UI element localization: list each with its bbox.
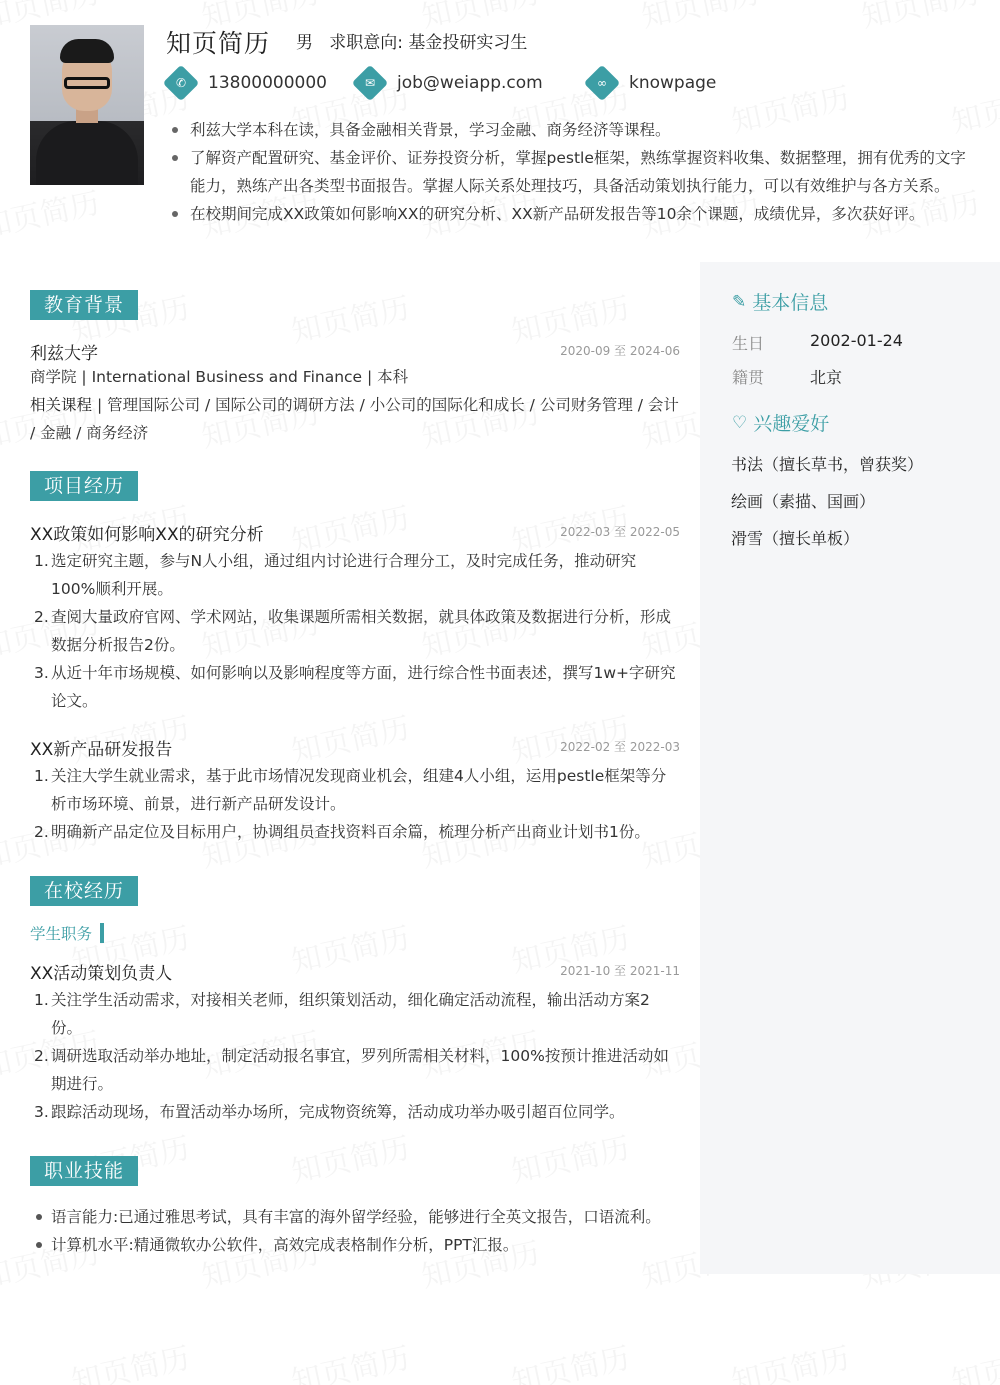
list-item: 1. 关注学生活动需求，对接相关老师，组织策划活动，细化确定活动流程，输出活动方案2份。 (34, 991, 650, 1037)
summary-list (170, 116, 980, 228)
mail-icon: ✉ (352, 65, 389, 102)
avatar-photo (30, 25, 144, 185)
list-item: 语言能力:已通过雅思考试，具有丰富的海外留学经验，能够进行全英文报告，口语流利。 (30, 1203, 680, 1231)
email-value[interactable]: job@weiapp.com (397, 73, 543, 93)
skills-list (30, 1203, 680, 1259)
contact-link[interactable] (589, 70, 716, 96)
subhead-student-role (30, 922, 104, 944)
campus-points (30, 986, 680, 1126)
list-item: 2. 明确新产品定位及目标用户，协调组员查找资料百余篇，梳理分析产出商业计划书1份。 (34, 823, 650, 841)
summary-item: 利兹大学本科在读，具备金融相关背景，学习金融、商务经济等课程。 (170, 116, 980, 144)
section-title-education: 教育背景 (30, 290, 138, 320)
education-major: 商学院 | International Business and Finance | 本科 (30, 368, 409, 386)
section-title-basic-info (732, 288, 828, 315)
hobby-item: 滑雪（擅长单板） (731, 529, 860, 548)
school-name: 利兹大学 (30, 344, 98, 364)
project-date: 2022-02 至 2022-03 (560, 740, 680, 754)
edit-icon: ✎ (732, 291, 747, 312)
birth-label: 生日 (732, 334, 765, 353)
heart-icon: ♡ (732, 412, 748, 433)
campus-date: 2021-10 至 2021-11 (560, 964, 680, 978)
resume-name: 知页简历 (166, 29, 271, 58)
contact-phone (168, 70, 327, 96)
gender: 男 (296, 33, 313, 53)
courses-value: | 管理国际公司 / 国际公司的调研方法 / 小公司的国际化和成长 / 公司财务管理 / 会计 / 金融 / 商务经济 (30, 396, 679, 442)
basic-info-label: 基本信息 (752, 292, 829, 314)
hobbies-label: 兴趣爱好 (753, 413, 830, 435)
list-item: 1. 选定研究主题，参与N人小组，通过组内讨论进行合理分工，及时完成任务，推动研究100%顺利开展。 (34, 552, 637, 598)
list-item: 3. 从近十年市场规模、如何影响以及影响程度等方面，进行综合性书面表述，撰写1w+字研究论文。 (34, 664, 676, 710)
subhead-label: 学生职务 (30, 925, 93, 943)
hobby-item: 书法（擅长草书，曾获奖） (731, 455, 924, 474)
project-date: 2022-03 至 2022-05 (560, 525, 680, 539)
summary-item: 在校期间完成XX政策如何影响XX的研究分析、XX新产品研发报告等10余个课题，成绩优异，多次获好评。 (170, 200, 980, 228)
project-name: XX新产品研发报告 (30, 740, 173, 760)
project-name: XX政策如何影响XX的研究分析 (30, 525, 264, 545)
list-item: 2. 调研选取活动举办地址，制定活动报名事宜，罗列所需相关材料，100%按预计推进活动如期进行。 (34, 1047, 669, 1093)
campus-role: XX活动策划负责人 (30, 964, 173, 984)
section-title-hobbies (732, 409, 829, 436)
birth-value: 2002-01-24 (810, 331, 903, 350)
list-item: 计算机水平:精通微软办公软件，高效完成表格制作分析，PPT汇报。 (30, 1231, 680, 1259)
courses-label: 相关课程 (30, 396, 93, 414)
contact-email[interactable] (357, 70, 543, 96)
hobby-item: 绘画（素描、国画） (731, 492, 876, 511)
summary-item: 了解资产配置研究、基金评价、证券投资分析，掌握pestle框架，熟练掌握资料收集、数据整理，拥有优秀的文字能力，熟练产出各类型书面报告。掌握人际关系处理技巧，具备活动策划执行能力，可以有效维护与各方关系。 (170, 144, 980, 200)
list-item: 1. 关注大学生就业需求，基于此市场情况发现商业机会，组建4人小组，运用pestle框架等分析市场环境、前景，进行新产品研发设计。 (34, 767, 667, 813)
section-title-skills: 职业技能 (30, 1156, 138, 1186)
origin-label: 籍贯 (732, 368, 765, 387)
section-title-campus: 在校经历 (30, 876, 138, 906)
link-value[interactable]: knowpage (629, 73, 717, 93)
origin-value: 北京 (810, 368, 843, 387)
education-courses (30, 391, 680, 447)
phone-icon: ✆ (163, 65, 200, 102)
link-icon: ∞ (584, 65, 621, 102)
education-date: 2020-09 至 2024-06 (560, 344, 680, 358)
intent-label: 求职意向: (329, 33, 403, 53)
section-title-projects: 项目经历 (30, 471, 138, 501)
intent-value: 基金投研实习生 (408, 33, 528, 53)
list-item: 3. 跟踪活动现场，布置活动举办场所，完成物资统筹，活动成功举办吸引超百位同学。 (34, 1103, 625, 1121)
project-points (30, 547, 680, 715)
list-item: 2. 查阅大量政府官网、学术网站，收集课题所需相关数据，就具体政策及数据进行分析，形成数据分析报告2份。 (34, 608, 672, 654)
job-intent (296, 28, 527, 53)
phone-value: 13800000000 (208, 73, 327, 93)
project-points (30, 762, 680, 846)
